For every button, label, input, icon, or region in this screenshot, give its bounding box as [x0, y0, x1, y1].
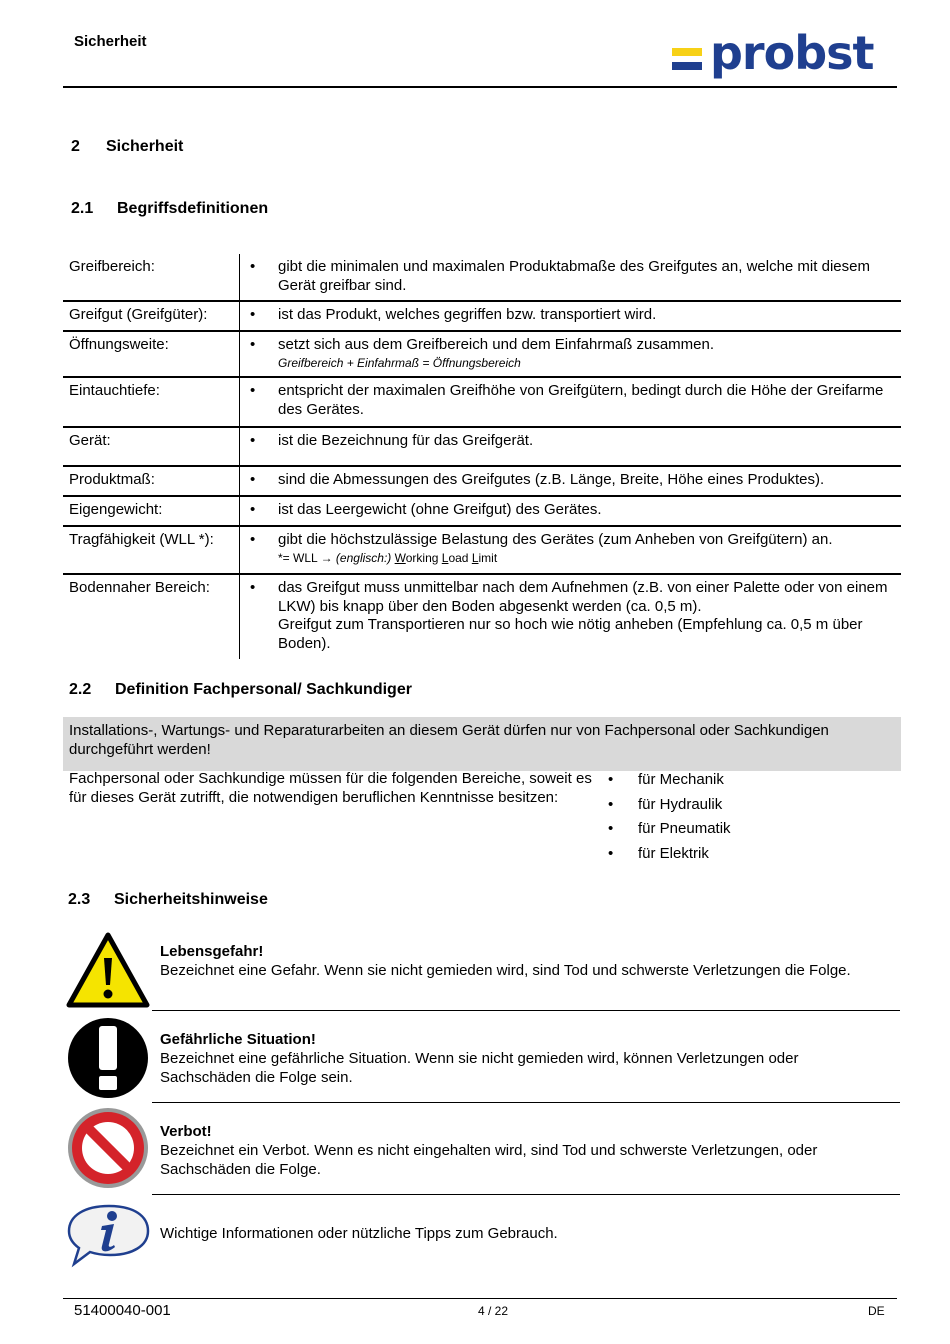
warning-title: Gefährliche Situation! — [160, 1031, 316, 1048]
logo-bar-blue — [672, 62, 702, 70]
definition-desc — [240, 467, 901, 495]
subsection-heading-personnel — [69, 681, 412, 699]
bullet: • — [608, 795, 614, 813]
definition-note — [278, 550, 895, 566]
definition-text: ist das Produkt, welches gegriffen bzw. transportiert wird. — [278, 306, 657, 323]
definition-row — [63, 467, 901, 497]
definition-term: Eintauchtiefe: — [63, 378, 240, 426]
bullet: • — [608, 844, 614, 862]
definition-row — [63, 497, 901, 527]
bullet: • — [250, 471, 256, 488]
bullet: • — [250, 382, 256, 399]
list-item-label: für Mechanik — [638, 771, 724, 788]
definition-row — [63, 378, 901, 428]
section-number: 2 — [71, 138, 80, 155]
list-item-label: für Elektrik — [638, 844, 709, 862]
definition-text: gibt die minimalen und maximalen Produktabmaße des Greifgutes an, welche mit diesem Gerät greifbar sind. — [278, 258, 870, 294]
bullet: • — [250, 306, 256, 323]
subsection-number: 2.3 — [68, 891, 91, 908]
warning-desc: Bezeichnet ein Verbot. Wenn es nicht eingehalten wird, sind Tod und schwerste Verletzungen, oder Sachschäden die Folge. — [160, 1142, 818, 1178]
warning-title: Lebensgefahr! — [160, 943, 264, 960]
list-item-label: für Hydraulik — [638, 795, 723, 813]
definition-desc — [240, 332, 901, 376]
divider — [152, 1010, 900, 1011]
section-heading — [71, 138, 184, 156]
definition-term: Bodennaher Bereich: — [63, 575, 240, 659]
logo-text: probst — [710, 26, 874, 80]
bullet: • — [608, 771, 614, 788]
definition-text: entspricht der maximalen Greifhöhe von Greifgütern, bedingt durch die Höhe der Greifarme des Gerätes. — [278, 382, 884, 418]
logo-bar-yellow — [672, 48, 702, 56]
warning-desc: Bezeichnet eine Gefahr. Wenn sie nicht gemieden wird, sind Tod und schwerste Verletzungen die Folge. — [160, 962, 851, 979]
list-item — [608, 794, 731, 819]
subsection-number: 2.1 — [71, 200, 94, 217]
definition-desc — [240, 428, 901, 465]
definition-desc — [240, 497, 901, 525]
list-item-label: für Pneumatik — [638, 820, 731, 837]
bullet: • — [250, 258, 256, 275]
bullet: • — [608, 820, 614, 837]
definition-note: Greifbereich + Einfahrmaß = Öffnungsbereich — [278, 355, 521, 370]
definition-row — [63, 302, 901, 332]
warning-block — [63, 930, 900, 1012]
note-li: L — [471, 550, 479, 565]
divider — [152, 1102, 900, 1103]
definition-row — [63, 332, 901, 378]
list-item — [608, 769, 731, 794]
list-item — [608, 818, 731, 843]
probst-logo — [672, 26, 892, 86]
subsection-title: Begriffsdefinitionen — [117, 200, 269, 217]
warning-text — [160, 942, 890, 980]
note-imit: imit — [478, 550, 498, 565]
bullet: • — [250, 336, 256, 353]
header-title: Sicherheit — [74, 33, 147, 50]
note-w: W — [394, 550, 406, 565]
subsection-title: Sicherheitshinweise — [114, 891, 268, 908]
definition-term: Gerät: — [63, 428, 240, 465]
info-block — [63, 1200, 900, 1270]
definition-text: ist die Bezeichnung für das Greifgerät. — [278, 432, 534, 449]
definition-row — [63, 575, 901, 659]
bullet: • — [250, 531, 256, 548]
definition-term: Greifgut (Greifgüter): — [63, 302, 240, 330]
definition-text: das Greifgut muss unmittelbar nach dem Aufnehmen (z.B. von einer Palette oder von einem LKW) bis knapp über den Boden abgesenkt werden (ca. 0,5 m). — [278, 579, 888, 615]
definition-text: gibt die höchstzulässige Belastung des Gerätes (zum Anheben von Greifgütern) an. — [278, 531, 833, 548]
footer-divider — [63, 1298, 897, 1299]
bullet: • — [250, 579, 256, 596]
warning-text — [160, 1122, 890, 1179]
definition-desc — [240, 302, 901, 330]
definition-desc — [240, 378, 901, 426]
note-italic: (englisch:) — [335, 550, 392, 565]
definition-text: sind die Abmessungen des Greifgutes (z.B. Länge, Breite, Höhe eines Produktes). — [278, 471, 825, 488]
bullet: • — [250, 432, 256, 449]
definition-term: Produktmaß: — [63, 467, 240, 495]
note-prefix: *= WLL → — [278, 550, 336, 565]
bullet: • — [250, 501, 256, 518]
definition-desc — [240, 254, 901, 300]
subsection-heading-safety — [68, 891, 268, 909]
definitions-table — [63, 254, 901, 659]
subsection-number: 2.2 — [69, 681, 92, 698]
info-text: Wichtige Informationen oder nützliche Tipps zum Gebrauch. — [160, 1225, 558, 1242]
page-number: 4 / 22 — [478, 1304, 509, 1318]
warning-triangle-icon — [66, 932, 150, 1008]
warning-title: Verbot! — [160, 1123, 212, 1140]
qualification-list — [608, 769, 731, 867]
definition-row — [63, 254, 901, 302]
qualification-text: Fachpersonal oder Sachkundige müssen für die folgenden Bereiche, soweit es für dieses Gerät zutrifft, die notwendigen beruflichen Kenntnisse besitzen: — [69, 770, 592, 806]
definition-term: Greifbereich: — [63, 254, 240, 300]
definition-text: setzt sich aus dem Greifbereich und dem Einfahrmaß zusammen. — [278, 336, 715, 353]
definition-term: Eigengewicht: — [63, 497, 240, 525]
divider — [152, 1194, 900, 1195]
note-orking: orking — [405, 550, 442, 565]
exclamation-circle-icon — [66, 1016, 150, 1100]
warning-text — [160, 1030, 890, 1087]
header-divider — [63, 86, 897, 88]
warning-desc: Bezeichnet eine gefährliche Situation. Wenn sie nicht gemieden wird, können Verletzungen oder Sachschäden die Folge sein. — [160, 1050, 799, 1086]
definition-row — [63, 428, 901, 467]
section-title: Sicherheit — [106, 138, 184, 155]
notice-bar: Installations-, Wartungs- und Reparaturarbeiten an diesem Gerät dürfen nur von Fachpersonal oder Sachkundigen durchgeführt werden! — [63, 717, 901, 771]
warning-block — [63, 1014, 900, 1104]
subsection-title: Definition Fachpersonal/ Sachkundiger — [115, 681, 412, 698]
definition-text: ist das Leergewicht (ohne Greifgut) des Gerätes. — [278, 501, 602, 518]
definition-desc — [240, 527, 901, 573]
language-code: DE — [868, 1304, 885, 1318]
definition-term: Öffnungsweite: — [63, 332, 240, 376]
doc-number: 51400040-001 — [74, 1302, 171, 1319]
note-oad: oad — [448, 550, 472, 565]
info-icon — [66, 1202, 152, 1268]
definition-term: Tragfähigkeit (WLL *): — [63, 527, 240, 573]
list-item — [608, 843, 731, 868]
subsection-heading-definitions — [71, 200, 269, 218]
prohibition-icon — [66, 1106, 150, 1190]
note-l: L — [441, 550, 449, 565]
warning-block — [63, 1106, 900, 1196]
definition-row — [63, 527, 901, 575]
definition-text-2: Greifgut zum Transportieren nur so hoch wie nötig anheben (Empfehlung ca. 0,5 m über Boden). — [278, 616, 863, 652]
definition-desc — [240, 575, 901, 659]
